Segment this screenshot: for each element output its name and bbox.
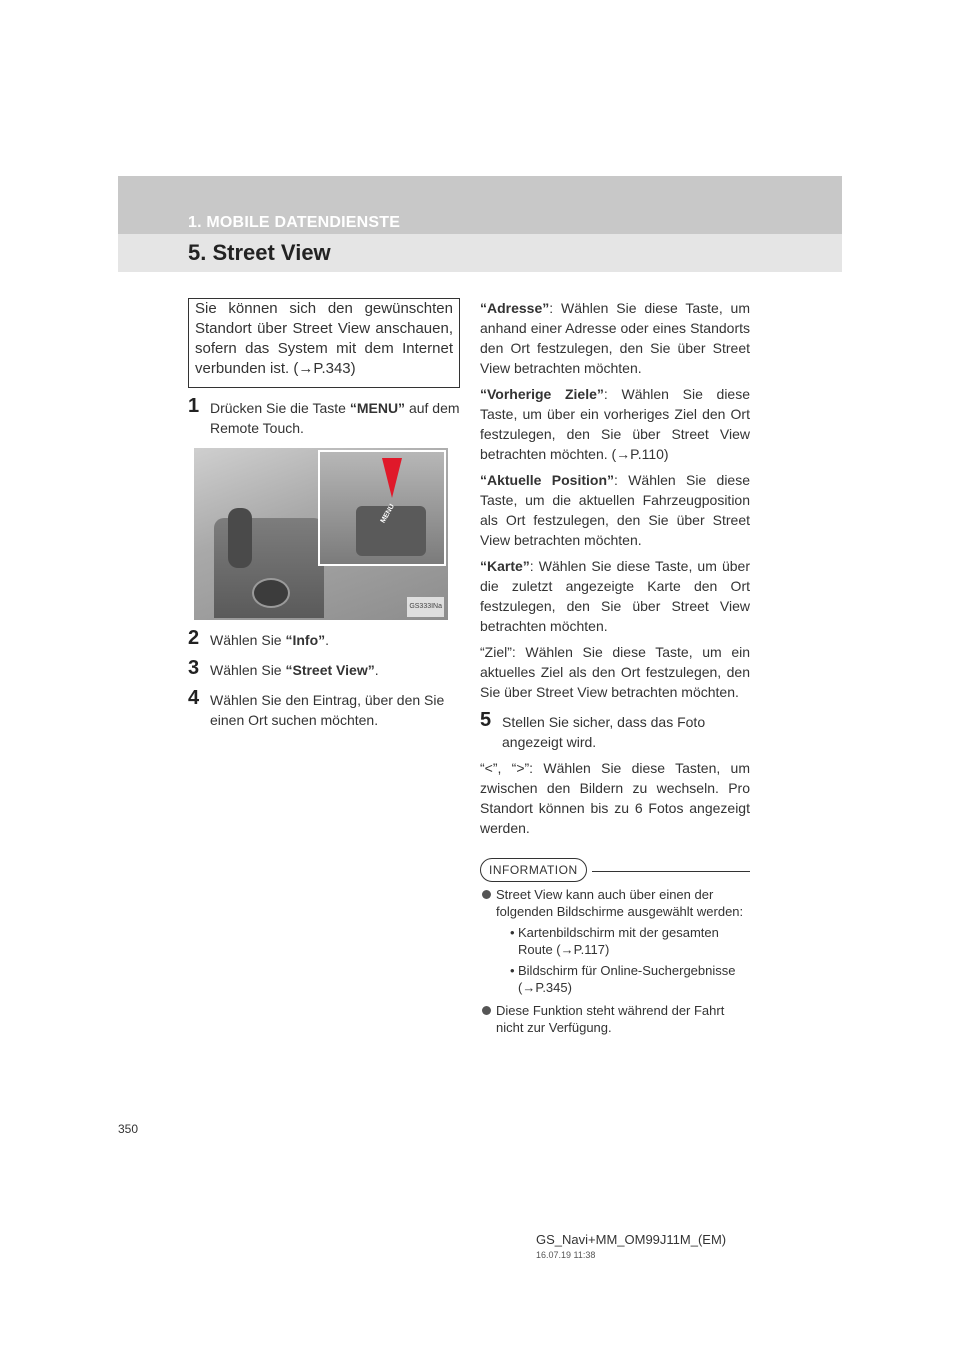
sub-bullet-icon: • <box>510 963 515 978</box>
step-number: 4 <box>188 687 200 709</box>
option-vorherige-ziele <box>480 384 750 464</box>
step-text-end: . <box>374 662 379 678</box>
info-sub-1 <box>496 924 750 958</box>
press-arrow-icon <box>382 458 402 498</box>
option-adresse <box>480 298 750 378</box>
step-key: “MENU” <box>349 400 406 416</box>
step-text: Drücken Sie die Taste <box>210 400 350 416</box>
sub-bullet-icon: • <box>510 925 515 940</box>
step-2 <box>188 627 460 650</box>
remote-touch-knob <box>252 578 290 608</box>
info-sub-text: Kartenbildschirm mit der gesamten Route (→P.117) <box>518 925 719 957</box>
chapter-label: 1. MOBILE DATENDIENSTE <box>188 214 401 231</box>
step-3 <box>188 657 460 680</box>
option-text: : Wählen Sie diese Taste, um über ein vorheriges Ziel den Ort festzulegen, den Sie über Street View betrachten möchten. (→P.110) <box>480 386 751 462</box>
option-term: “Karte” <box>480 558 530 574</box>
bullet-dot-icon <box>482 1006 491 1015</box>
option-ziel <box>480 642 750 702</box>
gear-shifter <box>228 508 252 568</box>
header-band <box>118 176 842 272</box>
option-text: “Ziel”: Wählen Sie diese Taste, um ein aktuelles Ziel als den Ort festzulegen, den Sie über Street View betrachten möchten. <box>480 644 750 700</box>
detail-inset <box>318 450 446 566</box>
info-text: Diese Funktion steht während der Fahrt nicht zur Verfügung. <box>496 1003 725 1035</box>
option-text: : Wählen Sie diese Taste, um anhand einer Adresse oder eines Standorts den Ort festzulegen, den Sie über Street View betrachten möchten. <box>480 300 750 376</box>
menu-key-label: MENU <box>379 503 397 525</box>
print-timestamp: 16.07.19 11:38 <box>536 1250 596 1260</box>
option-karte <box>480 556 750 636</box>
step-text: Wählen Sie <box>210 662 286 678</box>
option-term: “Aktuelle Position” <box>480 472 614 488</box>
option-aktuelle-position <box>480 470 750 550</box>
step-number: 5 <box>480 709 492 731</box>
info-sub-2 <box>496 962 750 996</box>
option-term: “Vorherige Ziele” <box>480 386 604 402</box>
information-label: INFORMATION <box>480 858 587 882</box>
document-code: GS_Navi+MM_OM99J11M_(EM) <box>536 1232 727 1247</box>
step-key: “Info” <box>285 632 326 648</box>
information-box <box>480 858 750 1036</box>
photo-code: GS333INa <box>407 597 444 617</box>
step-4 <box>188 687 460 730</box>
intro-box: Sie können sich den gewünschten Standort über Street View anschauen, sofern das System mit dem Internet verbunden ist. (→P.343) <box>188 298 460 388</box>
step-key: “Street View” <box>285 662 375 678</box>
step-text: Stellen Sie sicher, dass das Foto angezeigt wird. <box>502 714 706 750</box>
page-number: 350 <box>118 1122 139 1136</box>
info-text: Street View kann auch über einen der folgenden Bildschirme ausgewählt werden: <box>496 887 744 919</box>
info-bullet-2 <box>480 1002 750 1036</box>
step-5 <box>480 709 750 752</box>
step-text-end: . <box>325 632 330 648</box>
info-sub-text: Bildschirm für Online-Suchergebnisse (→P.345) <box>518 963 736 995</box>
left-column <box>188 298 460 730</box>
step-text: Wählen Sie <box>210 632 286 648</box>
step-number: 2 <box>188 627 200 649</box>
navigation-note: “<”, “>”: Wählen Sie diese Tasten, um zwischen den Bildern zu wechseln. Pro Standort können bis zu 6 Fotos angezeigt werden. <box>480 760 750 836</box>
information-list <box>480 886 750 1036</box>
step-number: 1 <box>188 395 200 417</box>
step-number: 3 <box>188 657 200 679</box>
step-text: Wählen Sie den Eintrag, über den Sie einen Ort suchen möchten. <box>210 692 445 728</box>
info-bullet-1 <box>480 886 750 996</box>
option-text: : Wählen Sie diese Taste, um über die zuletzt angezeigte Karte den Ort festzulegen, den Sie über Street View betrachten möchten. <box>480 558 750 634</box>
information-rule <box>592 871 750 872</box>
step-1 <box>188 395 460 438</box>
option-text: : Wählen Sie diese Taste, um die aktuellen Fahrzeugposition als Ort festzulegen, den Sie über Street View betrachten möchten. <box>480 472 750 548</box>
section-title: 5. Street View <box>188 240 331 265</box>
bullet-dot-icon <box>482 890 491 899</box>
right-column <box>480 298 750 1042</box>
remote-touch-photo <box>194 448 448 620</box>
option-term: “Adresse” <box>480 300 550 316</box>
step-text-end: auf dem Remote Touch. <box>210 400 460 436</box>
